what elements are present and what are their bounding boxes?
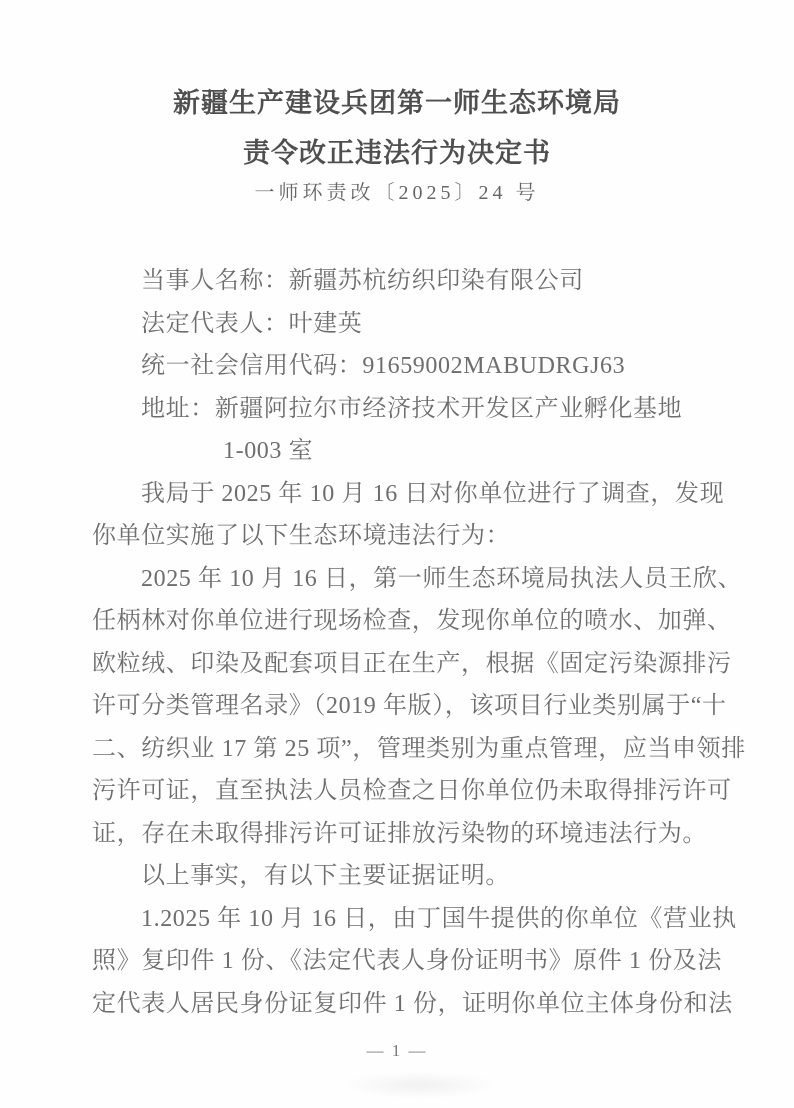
- document-title-line1: 新疆生产建设兵团第一师生态环境局: [173, 88, 621, 118]
- body-line-findings-2: 任柄林对你单位进行现场检查，发现你单位的喷水、加弹、: [92, 608, 732, 634]
- body-line-address-cont: 1-003 室: [223, 438, 314, 464]
- document-number: 一师环责改〔2025〕24 号: [254, 182, 540, 204]
- body-line-evidence-3: 定代表人居民身份证复印件 1 份，证明你单位主体身份和法: [92, 990, 733, 1017]
- page-number: — 1 —: [366, 1041, 428, 1060]
- scan-smudge: [340, 1072, 500, 1098]
- document-title-line2: 责令改正违法行为决定书: [243, 138, 551, 168]
- body-line-evidence-2: 照》复印件 1 份、《法定代表人身份证明书》原件 1 份及法: [92, 948, 722, 974]
- body-line-findings-1: 2025 年 10 月 16 日，第一师生态环境局执法人员王欣、: [141, 565, 743, 592]
- body-line-facts-intro: 以上事实，有以下主要证据证明。: [141, 863, 510, 889]
- body-line-investigation-2: 你单位实施了以下生态环境违法行为：: [92, 523, 511, 549]
- body-line-address: 地址：新疆阿拉尔市经济技术开发区产业孵化基地: [141, 395, 683, 422]
- body-line-party-name: 当事人名称：新疆苏杭纺织印染有限公司: [141, 268, 584, 294]
- body-line-findings-3: 欧粒绒、印染及配套项目正在生产，根据《固定污染源排污: [92, 650, 732, 677]
- body-line-findings-5: 二、纺织业 17 第 25 项”，管理类别为重点管理，应当申领排: [92, 735, 746, 762]
- body-line-evidence-1: 1.2025 年 10 月 16 日，由丁国牛提供的你单位《营业执: [141, 905, 737, 932]
- body-line-legal-rep: 法定代表人：叶建英: [141, 310, 363, 337]
- body-line-findings-6: 污许可证，直至执法人员检查之日你单位仍未取得排污许可: [92, 778, 732, 804]
- body-line-credit-code: 统一社会信用代码：91659002MABUDRGJ63: [141, 353, 626, 379]
- body-line-findings-7: 证，存在未取得排污许可证排放污染物的环境违法行为。: [92, 820, 707, 847]
- document-body: [92, 260, 746, 1025]
- body-line-investigation-1: 我局于 2025 年 10 月 16 日对你单位进行了调查，发现: [141, 480, 725, 507]
- body-line-findings-4: 许可分类管理名录》（2019 年版），该项目行业类别属于“十: [92, 693, 727, 719]
